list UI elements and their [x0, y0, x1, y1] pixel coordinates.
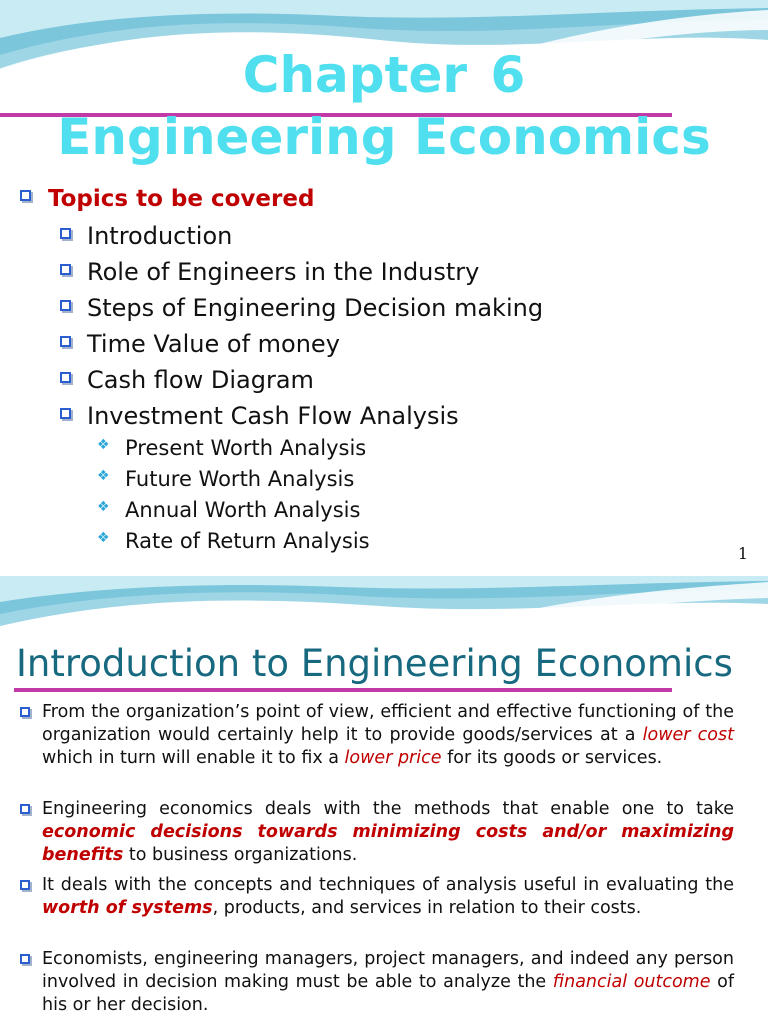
emphasis-text: economic decisions towards minimizing costs and/or maximizing benefits — [42, 822, 734, 865]
subtopic-label: Rate of Return Analysis — [125, 529, 370, 553]
highlight-text: lower cost — [642, 725, 734, 745]
square-bullet-icon — [60, 228, 71, 239]
topics-heading-text: Topics to be covered — [48, 186, 315, 212]
paragraph-text: Economists, engineering managers, project managers, and indeed any person involved in decision making must be able to analyze the — [42, 949, 734, 992]
page-number: 1 — [737, 544, 748, 563]
subtopic-label: Present Worth Analysis — [125, 436, 367, 460]
diamond-bullet-icon: ❖ — [97, 437, 110, 453]
paragraph-text: It deals with the concepts and techniques of analysis useful in evaluating the — [42, 875, 734, 895]
diamond-bullet-icon: ❖ — [97, 468, 110, 484]
topic-label: Time Value of money — [87, 330, 340, 358]
diamond-bullet-icon: ❖ — [97, 499, 110, 515]
square-bullet-icon — [20, 954, 30, 964]
square-bullet-icon — [20, 880, 30, 890]
diamond-bullet-icon: ❖ — [97, 530, 110, 546]
wave-decoration — [0, 576, 768, 640]
highlight-text: financial outcome — [552, 972, 711, 992]
paragraph-4 — [42, 948, 734, 1017]
square-bullet-icon — [60, 300, 71, 311]
topic-label: Investment Cash Flow Analysis — [87, 402, 459, 430]
topic-label: Role of Engineers in the Industry — [87, 258, 480, 286]
topic-label: Introduction — [87, 222, 233, 250]
paragraph-text: to business organizations. — [123, 845, 358, 865]
chapter-title: Chapter 6 — [242, 46, 526, 104]
paragraph-1 — [42, 701, 734, 770]
chapter-subtitle: Engineering Economics — [57, 108, 711, 166]
paragraph-3 — [42, 874, 734, 920]
paragraph-text: for its goods or services. — [441, 748, 663, 768]
square-bullet-icon — [60, 336, 71, 347]
title-divider — [14, 688, 672, 692]
emphasis-text: worth of systems — [42, 898, 213, 918]
topic-label: Steps of Engineering Decision making — [87, 294, 544, 322]
subtopic-label: Future Worth Analysis — [125, 467, 355, 491]
paragraph-2 — [42, 798, 734, 867]
paragraph-text: From the organization’s point of view, efficient and effective functioning of the organization would certainly help it to provide goods/services at a — [42, 702, 734, 745]
square-bullet-icon — [20, 707, 30, 717]
paragraph-text: Engineering economics deals with the methods that enable one to take — [42, 799, 734, 819]
square-bullet-icon — [20, 804, 30, 814]
paragraph-text: which in turn will enable it to fix a — [42, 748, 345, 768]
square-bullet-icon — [60, 408, 71, 419]
paragraph-text: , products, and services in relation to their costs. — [212, 898, 642, 918]
topic-label: Cash flow Diagram — [87, 366, 314, 394]
square-bullet-icon — [60, 372, 71, 383]
paragraph-text: of his or her decision. — [42, 972, 734, 1015]
highlight-text: lower price — [344, 748, 442, 768]
square-bullet-icon — [60, 264, 71, 275]
slide-2 — [0, 576, 768, 1024]
square-bullet-icon — [20, 190, 31, 201]
slide-title: Introduction to Engineering Economics — [16, 642, 733, 685]
subtopic-label: Annual Worth Analysis — [125, 498, 361, 522]
